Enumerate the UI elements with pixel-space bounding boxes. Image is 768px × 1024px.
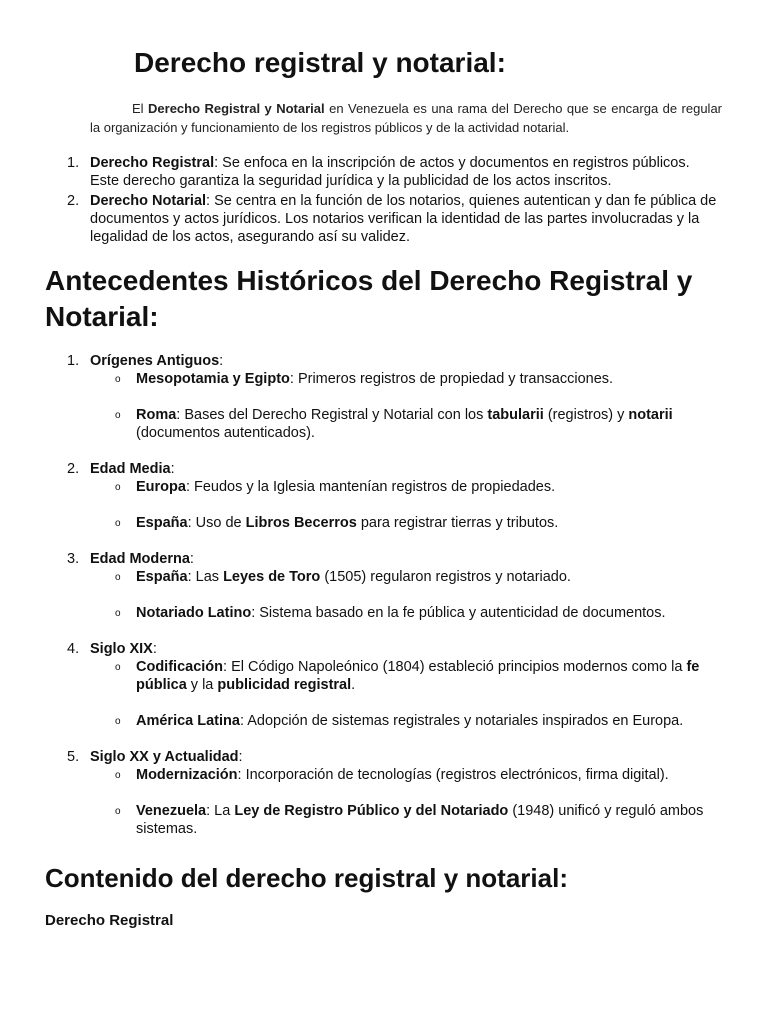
sub-item-text: para registrar tierras y tributos. xyxy=(356,515,559,531)
period-colon: : xyxy=(189,551,194,567)
sub-list xyxy=(90,370,730,442)
period-label: Edad Media xyxy=(90,461,171,477)
sub-item-term: Venezuela xyxy=(136,803,207,819)
definition-text: : Se enfoca en la inscripción de actos y documentos en registros públicos. Este derecho garantiza la seguridad jurídica y la publicidad de los actos inscritos. xyxy=(90,155,690,189)
period-origenes-antiguos xyxy=(67,352,730,442)
period-siglo-xx xyxy=(67,748,730,838)
list-number: 5. xyxy=(67,749,80,765)
sub-item-codificacion xyxy=(115,658,730,694)
sub-item-term: Modernización xyxy=(136,767,238,783)
sub-item-term: Leyes de Toro xyxy=(223,569,321,585)
sub-item-notariado-latino xyxy=(115,604,730,622)
intro-paragraph xyxy=(90,99,722,137)
sub-item-term: fe pública xyxy=(136,659,700,693)
history-heading: Antecedentes Históricos del Derecho Registral y Notarial: xyxy=(45,265,693,332)
sub-item-term: Europa xyxy=(136,479,186,495)
sub-item-roma xyxy=(115,406,730,442)
sub-list xyxy=(90,766,730,838)
term-derecho-registral: Derecho Registral xyxy=(90,155,215,171)
history-list xyxy=(67,352,730,856)
intro-bold-term: Derecho Registral y Notarial xyxy=(148,101,325,116)
list-number: 3. xyxy=(67,551,80,567)
content-heading: Contenido del derecho registral y notarial: xyxy=(45,863,568,893)
sub-item-text: : Primeros registros de propiedad y transacciones. xyxy=(289,371,614,387)
sub-item-mesopotamia xyxy=(115,370,730,388)
list-number: 2. xyxy=(67,461,80,477)
period-edad-media xyxy=(67,460,730,532)
period-label: Edad Moderna xyxy=(90,551,190,567)
sub-item-term: Mesopotamia y Egipto xyxy=(136,371,290,387)
sub-item-term: publicidad registral xyxy=(217,677,352,693)
sub-item-term: Codificación xyxy=(136,659,224,675)
period-siglo-xix xyxy=(67,640,730,730)
sub-item-term: América Latina xyxy=(136,713,240,729)
circle-bullet-icon: o xyxy=(115,716,121,727)
period-label: Siglo XIX xyxy=(90,641,153,657)
sub-item-term: tabularii xyxy=(487,407,544,423)
sub-item-term: España xyxy=(136,569,188,585)
intro-text: El xyxy=(132,101,149,116)
list-number: 2. xyxy=(67,193,80,209)
sub-list xyxy=(90,568,730,622)
definition-text: : Se centra en la función de los notarios, quienes autentican y dan fe pública de documentos y actos jurídicos. Los notarios verifican la identidad de las partes involucradas y la legalidad de los actos, asegurando así su validez. xyxy=(90,193,717,245)
circle-bullet-icon: o xyxy=(115,608,121,619)
definitions-list xyxy=(67,154,722,248)
sub-item-america-latina xyxy=(115,712,730,730)
subheading-derecho-registral: Derecho Registral xyxy=(45,912,174,929)
sub-item-text: : Feudos y la Iglesia mantenían registros de propiedades. xyxy=(185,479,556,495)
sub-item-europa xyxy=(115,478,730,496)
circle-bullet-icon: o xyxy=(115,806,121,817)
sub-item-text: (documentos autenticados). xyxy=(136,425,315,441)
list-number: 1. xyxy=(67,155,80,171)
sub-item-modernizacion xyxy=(115,766,730,784)
sub-item-term: Notariado Latino xyxy=(136,605,252,621)
sub-item-espana xyxy=(115,514,730,532)
sub-item-espana-toro xyxy=(115,568,730,586)
period-colon: : xyxy=(219,353,224,369)
period-label: Siglo XX y Actualidad xyxy=(90,749,239,765)
period-colon: : xyxy=(170,461,175,477)
sub-item-text: y la xyxy=(186,677,218,693)
circle-bullet-icon: o xyxy=(115,770,121,781)
list-item-derecho-registral xyxy=(67,154,722,190)
sub-item-text: (1505) regularon registros y notariado. xyxy=(320,569,571,585)
sub-item-text: (registros) y xyxy=(543,407,629,423)
list-number: 1. xyxy=(67,353,80,369)
list-item-derecho-notarial xyxy=(67,192,722,246)
intro-text-rest: en Venezuela es una rama del Derecho que se encarga de regular la organización y funcionamiento de los registros públicos y de la actividad notarial. xyxy=(90,101,723,135)
page-title: Derecho registral y notarial: xyxy=(134,47,506,78)
sub-item-text: : Bases del Derecho Registral y Notarial con los xyxy=(176,407,488,423)
sub-item-term: Libros Becerros xyxy=(245,515,357,531)
sub-item-term: Ley de Registro Público y del Notariado xyxy=(234,803,509,819)
circle-bullet-icon: o xyxy=(115,374,121,385)
circle-bullet-icon: o xyxy=(115,572,121,583)
list-number: 4. xyxy=(67,641,80,657)
circle-bullet-icon: o xyxy=(115,518,121,529)
sub-item-text: : Adopción de sistemas registrales y notariales inspirados en Europa. xyxy=(239,713,684,729)
term-derecho-notarial: Derecho Notarial xyxy=(90,193,207,209)
sub-item-term: España xyxy=(136,515,188,531)
circle-bullet-icon: o xyxy=(115,662,121,673)
sub-item-venezuela xyxy=(115,802,730,838)
period-colon: : xyxy=(152,641,157,657)
sub-list xyxy=(90,658,730,730)
circle-bullet-icon: o xyxy=(115,482,121,493)
sub-item-text: : El Código Napoleónico (1804) estableció principios modernos como la xyxy=(223,659,687,675)
sub-item-text: : Las xyxy=(187,569,224,585)
sub-list xyxy=(90,478,730,532)
sub-item-text: : Incorporación de tecnologías (registros electrónicos, firma digital). xyxy=(237,767,669,783)
sub-item-term: Roma xyxy=(136,407,177,423)
sub-item-text: . xyxy=(351,677,356,693)
sub-item-term: notarii xyxy=(628,407,673,423)
sub-item-text: : Uso de xyxy=(187,515,246,531)
circle-bullet-icon: o xyxy=(115,410,121,421)
period-label: Orígenes Antiguos xyxy=(90,353,220,369)
period-edad-moderna xyxy=(67,550,730,622)
sub-item-text: : Sistema basado en la fe pública y autenticidad de documentos. xyxy=(251,605,666,621)
sub-item-text: : La xyxy=(206,803,235,819)
sub-item-text: (1948) unificó y reguló ambos sistemas. xyxy=(136,803,704,837)
period-colon: : xyxy=(238,749,243,765)
